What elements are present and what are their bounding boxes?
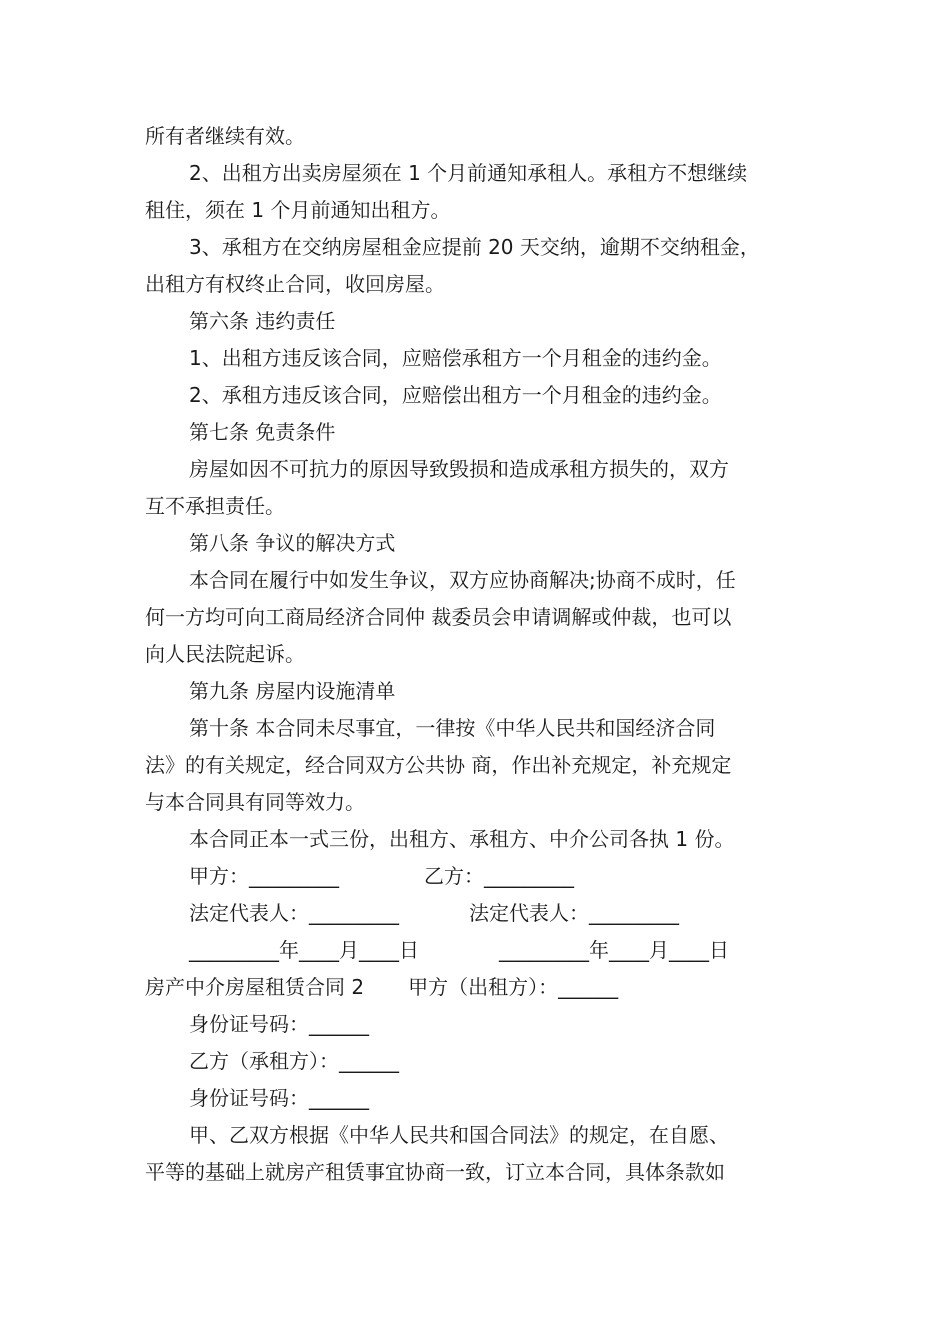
lessee-field: 乙方（承租方）：______ [189, 1049, 399, 1073]
document-body [145, 118, 825, 1191]
paragraph-line: 2、出租方出卖房屋须在 1 个月前通知承租人。承租方不想继续 [189, 161, 748, 185]
paragraph-line: 何一方均可向工商局经济合同仲 裁委员会申请调解或仲裁，也可以 [145, 605, 732, 629]
paragraph-line: 租住，须在 1 个月前通知出租方。 [145, 198, 451, 222]
rep-a-field: 法定代表人：_________ [189, 901, 399, 925]
paragraph-line: 第十条 本合同未尽事宜，一律按《中华人民共和国经济合同 [189, 716, 716, 740]
paragraph-line: 法》的有关规定，经合同双方公共协 商，作出补充规定，补充规定 [145, 753, 732, 777]
party-a-field: 甲方：_________ [189, 864, 339, 888]
paragraph-line: 与本合同具有同等效力。 [145, 790, 365, 814]
paragraph-line: 互不承担责任。 [145, 494, 285, 518]
paragraph-line: 出租方有权终止合同，收回房屋。 [145, 272, 445, 296]
signature-row-parties [145, 858, 825, 895]
paragraph-line: 向人民法院起诉。 [145, 642, 305, 666]
party-b-field: 乙方：_________ [424, 864, 574, 888]
paragraph-line: 2、承租方违反该合同，应赔偿出租方一个月租金的违约金。 [189, 383, 722, 407]
date-a-field: _________年____月____日 [189, 938, 419, 962]
section-heading: 第八条 争议的解决方式 [189, 531, 396, 555]
contract2-header-row [145, 969, 825, 1006]
id-b-field: 身份证号码：______ [189, 1086, 369, 1110]
paragraph-line: 本合同正本一式三份，出租方、承租方、中介公司各执 1 份。 [189, 827, 735, 851]
section-heading: 第六条 违约责任 [189, 309, 336, 333]
paragraph-line: 甲、乙双方根据《中华人民共和国合同法》的规定，在自愿、 [189, 1123, 729, 1147]
section-heading: 第九条 房屋内设施清单 [189, 679, 396, 703]
paragraph-line: 1、出租方违反该合同，应赔偿承租方一个月租金的违约金。 [189, 346, 722, 370]
paragraph-line: 本合同在履行中如发生争议，双方应协商解决;协商不成时，任 [189, 568, 736, 592]
signature-row-dates [145, 932, 825, 969]
paragraph-line: 所有者继续有效。 [145, 124, 305, 148]
signature-row-representatives [145, 895, 825, 932]
rep-b-field: 法定代表人：_________ [469, 901, 679, 925]
paragraph-line: 平等的基础上就房产租赁事宜协商一致，订立本合同，具体条款如 [145, 1160, 725, 1184]
lessor-field: 甲方（出租方）：______ [408, 975, 619, 999]
date-b-field: _________年____月____日 [499, 938, 729, 962]
section-heading: 第七条 免责条件 [189, 420, 336, 444]
id-a-field: 身份证号码：______ [189, 1012, 369, 1036]
contract2-title: 房产中介房屋租赁合同 2 [145, 975, 365, 999]
paragraph-line: 3、承租方在交纳房屋租金应提前 20 天交纳，逾期不交纳租金， [189, 235, 760, 259]
paragraph-line: 房屋如因不可抗力的原因导致毁损和造成承租方损失的，双方 [189, 457, 729, 481]
